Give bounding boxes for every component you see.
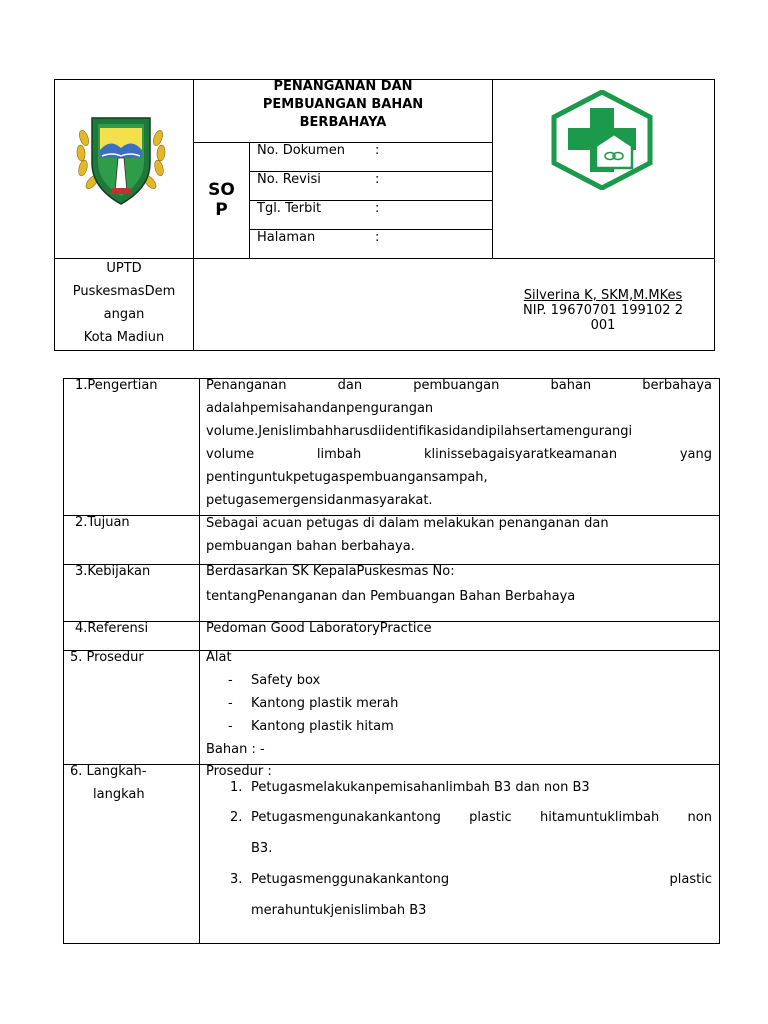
signer-nip-cont: 001 [590,318,616,333]
step-number: 2. [230,810,243,825]
meta-sep: : [375,230,380,245]
step-text: Petugasmengunakankantong plastic hitamuntuklimbah non [251,810,712,825]
section-label-prosedur: 5. Prosedur [70,650,144,665]
section-langkah-content [206,764,712,918]
bahan-text: Bahan : - [206,742,265,757]
prosedur-intro: Prosedur : [206,764,272,779]
list-item: - Kantong plastik merah [228,696,399,711]
list-item: - Kantong plastik hitam [228,719,394,734]
step-number: 3. [230,872,243,887]
meta-sep: : [375,201,380,216]
section-label-tujuan: 2.Tujuan [75,515,130,530]
section-label-kebijakan: 3.Kebijakan [75,564,151,579]
section-label-pengertian: 1.Pengertian [75,378,158,393]
section-prosedur-content [206,646,712,761]
step-text: Petugasmelakukanpemisahanlimbah B3 dan non B3 [251,780,590,795]
sop-label: SO P [208,180,235,220]
signer-block [505,288,701,333]
document-title: PENANGANAN DAN PEMBUANGAN BAHAN BERBAHAYA [262,79,424,130]
meta-label-dokumen: No. Dokumen [257,143,345,158]
meta-sep: : [375,143,380,158]
section-kebijakan-text: Berdasarkan SK KepalaPuskesmas No: tentangPenanganan dan Pembuangan Bahan Berbahaya [206,564,576,604]
alat-list [206,669,712,738]
section-referensi-text: Pedoman Good LaboratoryPractice [206,621,432,636]
section-label-langkah: 6. Langkah- langkah [70,764,147,802]
signer-name: Silverina K, SKM,M.MKes [523,288,683,303]
list-item: - Safety box [228,673,321,688]
alat-label: Alat [206,650,232,665]
section-pengertian-text: Penanganan dan pembuangan bahan berbahaya adalahpemisahandanpengurangan volume.Jenislimbahharusdiidentifikasidandipilahsertamengurangi volume limbah klinissebagaisyaratkeamanan yang pentinguntukpetugaspembuangansampah, petugasemergensidanmasyarakat. [206,378,712,508]
madiun-emblem-logo [72,108,170,208]
signer-nip: NIP. 19670701 199102 2 [523,303,683,318]
meta-label-halaman: Halaman [257,230,316,245]
unit-name: UPTD PuskesmasDem angan Kota Madiun [72,261,176,345]
step-text: merahuntukjenislimbah B3 [251,903,427,918]
step-text: Petugasmenggunakankantong plastic [251,872,712,887]
step-text: B3. [251,841,273,856]
section-tujuan-text: Sebagai acuan petugas di dalam melakukan penanganan dan pembuangan bahan berbahaya. [206,516,609,554]
section-label-referensi: 4.Referensi [75,621,149,636]
step-number: 1. [230,780,243,795]
puskesmas-logo [550,90,654,190]
meta-label-revisi: No. Revisi [257,172,321,187]
meta-sep: : [375,172,380,187]
meta-label-terbit: Tgl. Terbit [257,201,322,216]
